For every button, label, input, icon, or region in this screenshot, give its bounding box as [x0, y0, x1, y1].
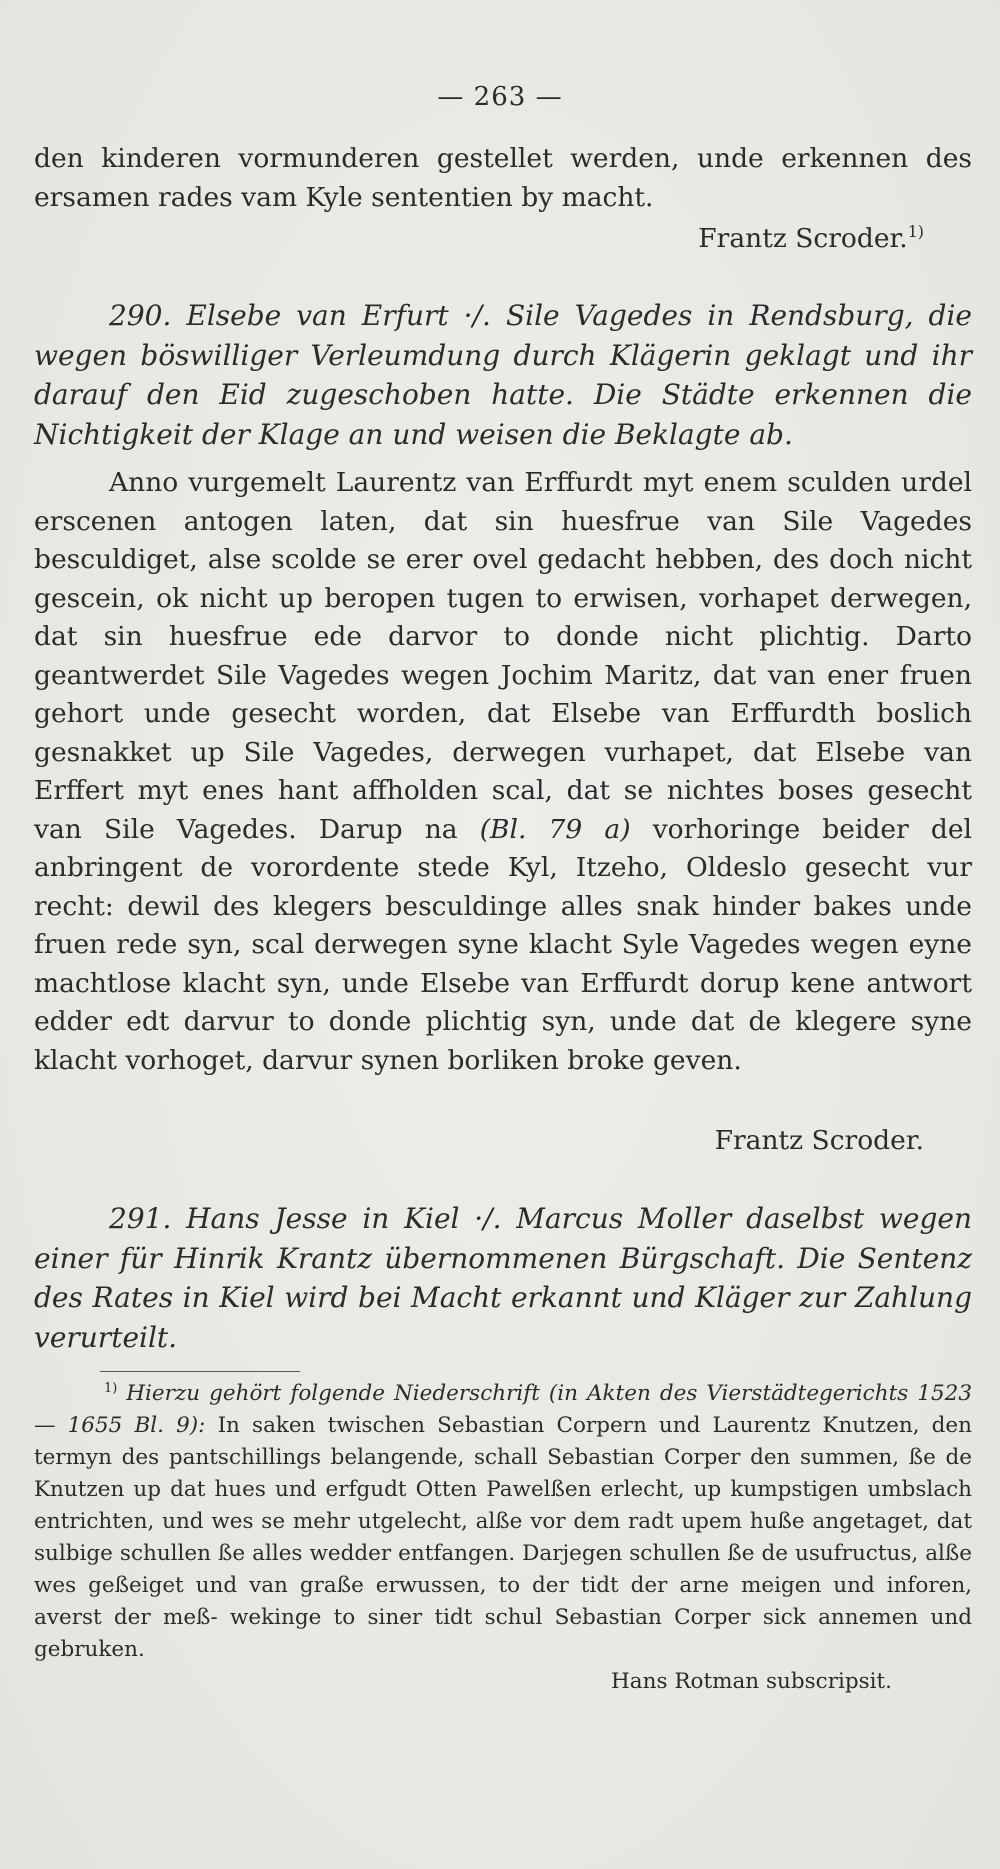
- entry-291-heading: [34, 1199, 972, 1357]
- signature-text: Frantz Scroder.: [698, 223, 908, 254]
- signature-frantz-scroder-1: [698, 220, 924, 258]
- body-text-part2: vorhoringe beider del anbringent de vorordente stede Kyl, Itzeho, Oldeslo gesecht vur recht: dewil des klegers besculdinge alles snak hinder bakes unde fruen rede syn, scal derwegen syne klacht Syle Vagedes wegen eyne machtlose klacht syn, unde Elsebe van Erffurdt dorup kene antwort edder edt darvur to donde plichtig syn, unde dat de klegere syne klacht vorhoget, darvur synen borliken broke geven.: [34, 813, 972, 1076]
- entry-heading-text: Hans Jesse in Kiel ·/. Marcus Moller daselbst wegen einer für Hinrik Krantz übernommenen Bürgschaft. Die Sentenz des Rates in Kiel wird bei Macht erkannt und Kläger zur Zahlung verurteilt.: [34, 1202, 972, 1354]
- entry-290-body: [34, 464, 972, 1080]
- footnote: [34, 1378, 972, 1698]
- top-paragraph: den kinderen vormunderen gestellet werden, unde erkennen des ersamen rades vam Kyle sententien by macht.: [34, 143, 972, 213]
- entry-heading-text: Elsebe van Erfurt ·/. Sile Vagedes in Rendsburg, die wegen böswilliger Verleumdung durch Klägerin geklagt und ihr darauf den Eid zugeschoben hatte. Die Städte erkennen die Nichtigkeit der Klage an und weisen die Beklagte ab.: [34, 299, 972, 451]
- footnote-text: In saken twischen Sebastian Corpern und Laurentz Knutzen, den termyn des pantschillings belangende, schall Sebastian Corper den summen, ße de Knutzen up dat hues und erfgudt Otten Pawelßen erlecht, up kumpstigen umbslach entrichten, und wes se mehr utgelecht, alße vor dem radt upem huße angetaget, dat sulbige schullen ße alles wedder entfangen. Darjegen schullen ße de usufructus, alße wes geßeiget und van graße erwussen, to der tidt der arne meigen und inforen, averst der meß- wekinge to siner tidt schul Sebastian Corper sick annemen und gebruken.: [34, 1413, 972, 1662]
- footnote-intro: Hierzu gehört folgende Niederschrift (in Akten des Vierstädtegerichts 1523 — 1655 Bl. 9):: [34, 1381, 972, 1438]
- body-text-part1: Anno vurgemelt Laurentz van Erffurdt myt enem sculden urdel erscenen antogen laten, dat sin huesfrue van Sile Vagedes besculdiget, alse scolde se erer ovel gedacht hebben, des doch nicht gescein, ok nicht up beropen tugen to erwisen, vorhapet derwegen, dat sin huesfrue ede darvor to donde nicht plichtig. Darto geantwerdet Sile Vagedes wegen Jochim Maritz, dat van ener fruen gehort unde gesecht worden, dat Elsebe van Erffurdth boslich gesnakket up Sile Vagedes, derwegen vurhapet, dat Elsebe van Erffert myt enes hant affholden scal, dat se nichtes boses gesecht van Sile Vagedes. Darup na: [34, 467, 972, 845]
- entry-290-heading: [34, 296, 972, 454]
- signature-frantz-scroder-2: Frantz Scroder.: [714, 1125, 924, 1156]
- page-number: — 263 —: [437, 82, 563, 112]
- footnote-signature: Hans Rotman subscripsit.: [611, 1669, 892, 1694]
- footnote-marker: 1): [104, 1380, 118, 1396]
- folio-reference: (Bl. 79 a): [479, 813, 631, 845]
- entry-number: 291.: [109, 1202, 172, 1235]
- footnote-reference: 1): [907, 222, 924, 242]
- entry-number: 290.: [109, 299, 172, 332]
- footnote-divider: [100, 1371, 300, 1372]
